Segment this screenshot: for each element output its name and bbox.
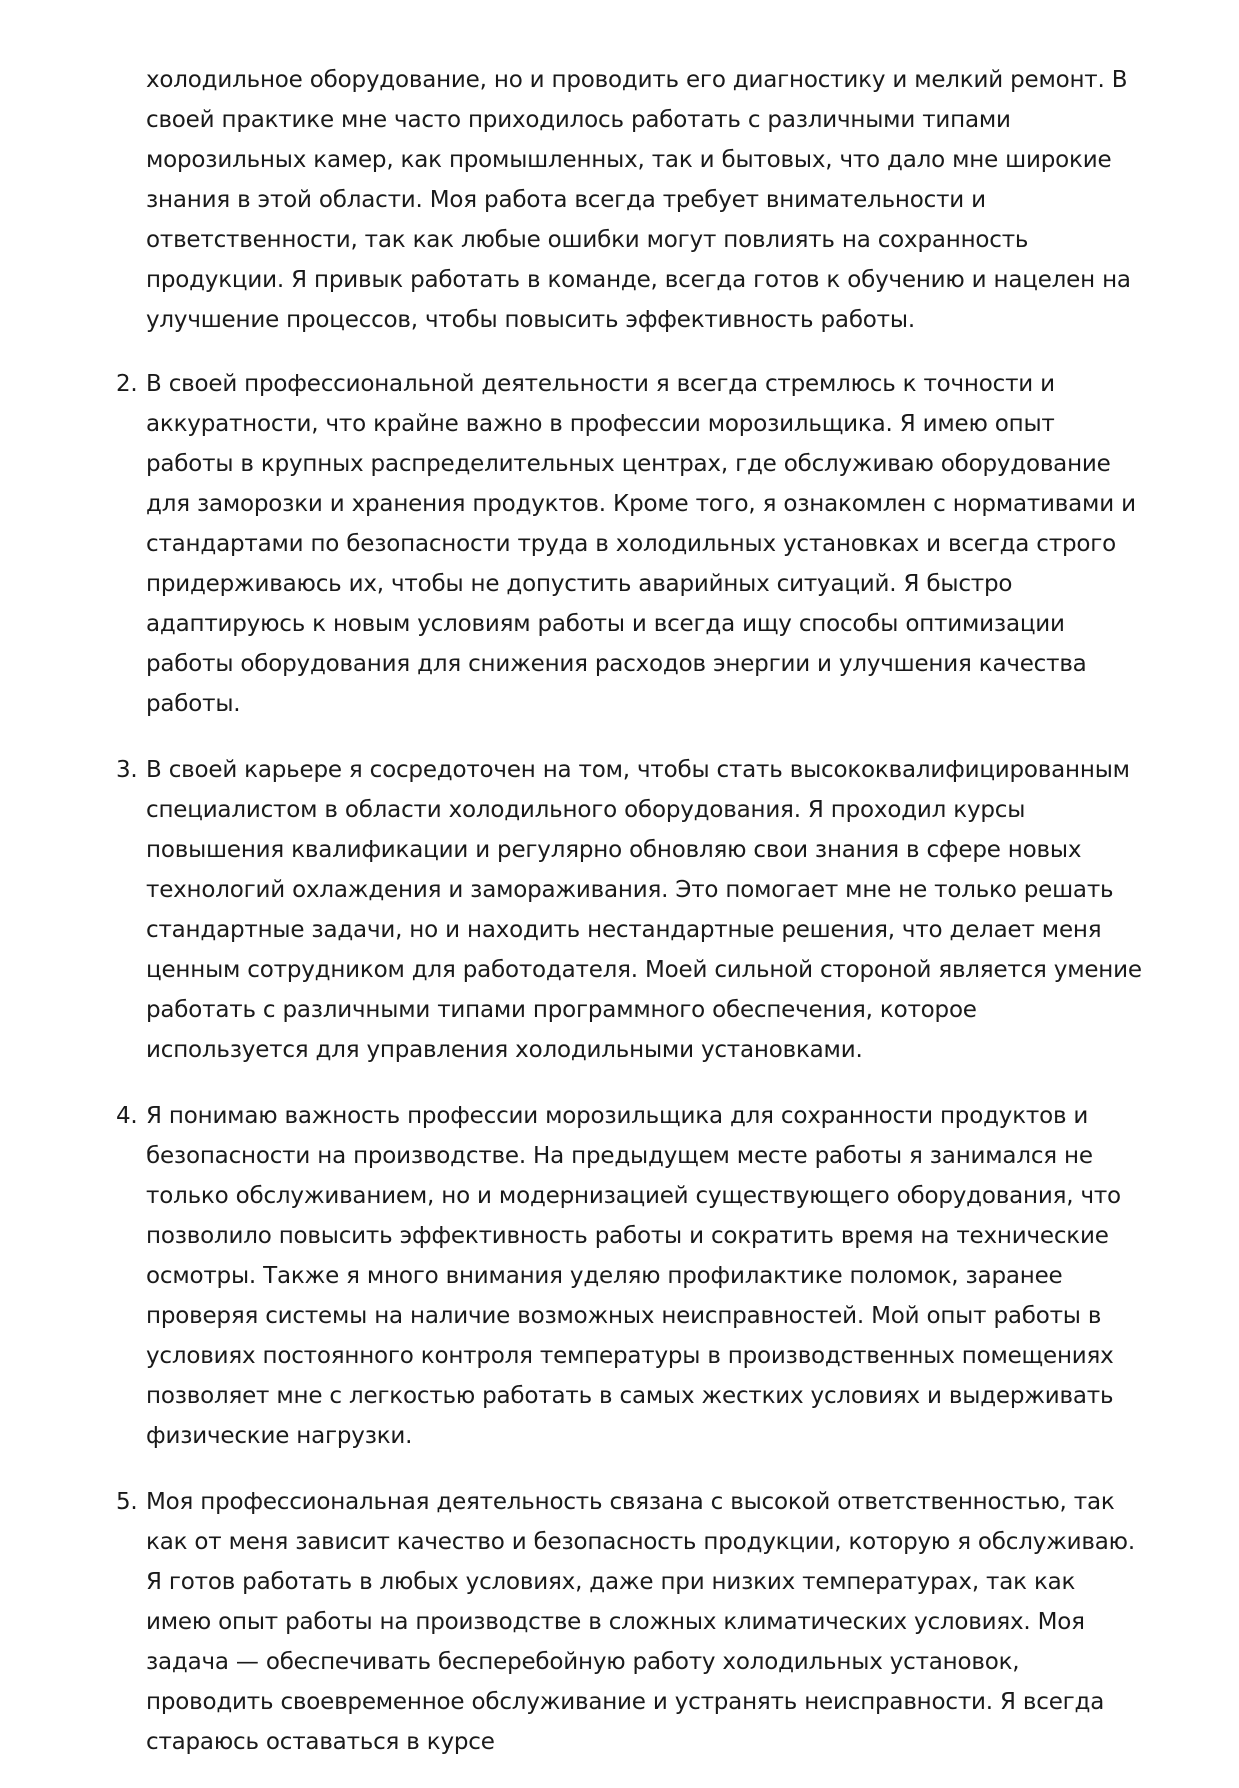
numbered-list	[116, 364, 1146, 1788]
list-item-4	[116, 1096, 1146, 1456]
list-number: 5.	[116, 1489, 138, 1515]
list-item-5	[116, 1482, 1146, 1762]
list-number: 2.	[116, 371, 138, 397]
list-item-text: В своей профессиональной деятельности я всегда стремлюсь к точности и аккуратности, что крайне важно в профессии морозильщика. Я имею опыт работы в крупных распределительных центрах, где обслуживаю оборудование для заморозки и хранения продуктов. Кроме того, я ознакомлен с нормативами и стандартами по безопасности труда в холодильных установках и всегда строго придерживаюсь их, чтобы не допустить аварийных ситуаций. Я быстро адаптируюсь к новым условиям работы и всегда ищу способы оптимизации работы оборудования для снижения расходов энергии и улучшения качества работы.	[146, 371, 1136, 717]
list-number: 3.	[116, 757, 138, 783]
list-item-text: Моя профессиональная деятельность связана с высокой ответственностью, так как от меня зависит качество и безопасность продукции, которую я обслуживаю. Я готов работать в любых условиях, даже при низких температурах, так как имею опыт работы на производстве в сложных климатических условиях. Моя задача — обеспечивать бесперебойную работу холодильных установок, проводить своевременное обслуживание и устранять неисправности. Я всегда стараюсь оставаться в курсе	[146, 1489, 1135, 1755]
list-item-text: Я понимаю важность профессии морозильщика для сохранности продуктов и безопасности на производстве. На предыдущем месте работы я занимался не только обслуживанием, но и модернизацией существующего оборудования, что позволило повысить эффективность работы и сократить время на технические осмотры. Также я много внимания уделяю профилактике поломок, заранее проверяя системы на наличие возможных неисправностей. Мой опыт работы в условиях постоянного контроля температуры в производственных помещениях позволяет мне с легкостью работать в самых жестких условиях и выдерживать физические нагрузки.	[146, 1103, 1121, 1449]
intro-paragraph: холодильное оборудование, но и проводить его диагностику и мелкий ремонт. В своей практике мне часто приходилось работать с различными типами морозильных камер, как промышленных, так и бытовых, что дало мне широкие знания в этой области. Моя работа всегда требует внимательности и ответственности, так как любые ошибки могут повлиять на сохранность продукции. Я привык работать в команде, всегда готов к обучению и нацелен на улучшение процессов, чтобы повысить эффективность работы.	[146, 67, 1131, 333]
list-item-text: В своей карьере я сосредоточен на том, чтобы стать высококвалифицированным специалистом в области холодильного оборудования. Я проходил курсы повышения квалификации и регулярно обновляю свои знания в сфере новых технологий охлаждения и замораживания. Это помогает мне не только решать стандартные задачи, но и находить нестандартные решения, что делает меня ценным сотрудником для работодателя. Моей сильной стороной является умение работать с различными типами программного обеспечения, которое используется для управления холодильными установками.	[146, 757, 1142, 1063]
list-item-3	[116, 750, 1146, 1070]
list-item-2	[116, 364, 1146, 724]
list-number: 4.	[116, 1103, 138, 1129]
